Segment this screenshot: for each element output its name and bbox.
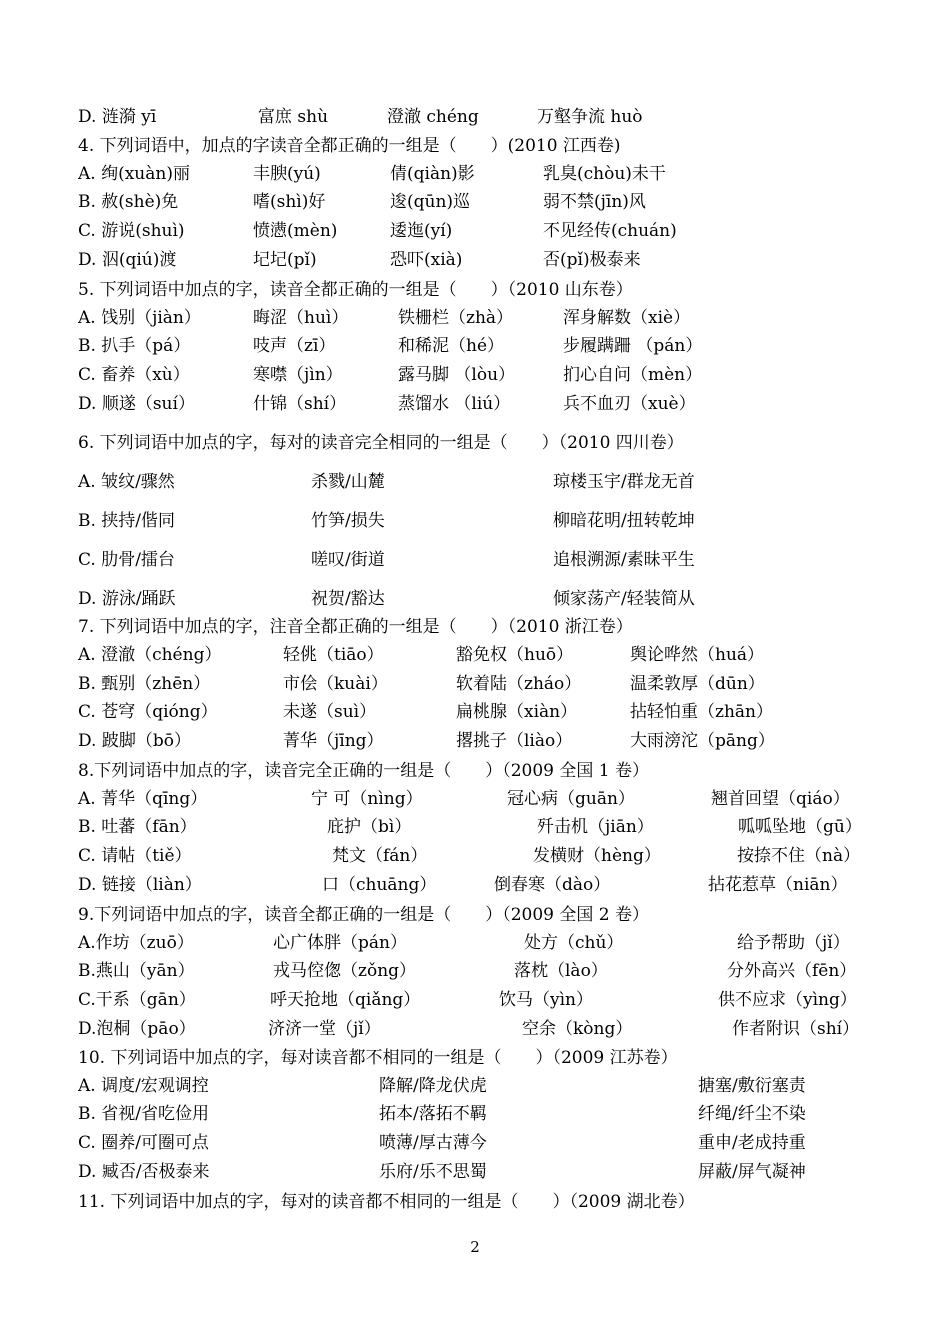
option-cell: 乐府/乐不思蜀 (379, 1162, 487, 1182)
line-text: A.作坊（zuō） (78, 933, 194, 953)
option-cell: 乳臭(chòu)未干 (543, 164, 666, 184)
option-cell: 扁桃腺（xiàn） (456, 702, 578, 722)
question-stem (0, 903, 950, 927)
line-text: B. 省视/省吃俭用 (78, 1104, 210, 1124)
option-cell: 逡(qūn)巡 (390, 192, 471, 212)
option-cell: 按捺不住（nà） (737, 846, 861, 866)
option-cell: 追根溯源/素昧平生 (553, 550, 695, 570)
line-text: D. 臧否/否极泰来 (78, 1162, 210, 1182)
option-cell: 宁 可（nìng） (311, 789, 423, 809)
option-cell: 未遂（suì） (283, 702, 377, 722)
option-cell: 兵不血刃（xuè） (563, 394, 696, 414)
line-text: D.泡桐（pāo） (78, 1019, 196, 1039)
option-cell: 屏蔽/屏气凝神 (698, 1162, 806, 1182)
option-cell: 步履蹒跚 （pán） (563, 336, 703, 356)
option-row (0, 1160, 950, 1184)
line-text: C. 请帖（tiě） (78, 846, 192, 866)
option-cell: 软着陆（zháo） (456, 674, 582, 694)
line-text: D. 链接（liàn） (78, 875, 202, 895)
line-text: A. 调度/宏观调控 (78, 1076, 209, 1096)
option-cell: 浑身解数（xiè） (563, 308, 691, 328)
line-text: D. 泅(qiú)渡 (78, 250, 177, 270)
line-text: 5. 下列词语中加点的字，读音全都正确的一组是（ ）（2010 山东卷） (78, 280, 633, 300)
option-row (0, 1102, 950, 1126)
line-text: B. 吐蕃（fān） (78, 817, 197, 837)
option-cell: 柳暗花明/扭转乾坤 (553, 511, 695, 531)
option-cell: 露马脚 （lòu） (398, 365, 516, 385)
option-cell: 给予帮助（jǐ） (737, 933, 850, 953)
option-cell: 搪塞/敷衍塞责 (698, 1076, 806, 1096)
option-row (0, 548, 950, 572)
option-cell: 心广体胖（pán） (273, 933, 407, 953)
option-row (0, 190, 950, 214)
option-cell: 供不应求（yìng） (718, 990, 857, 1010)
option-cell: 歼击机（jiān） (537, 817, 654, 837)
option-row (0, 1074, 950, 1098)
line-text: 11. 下列词语中加点的字，每对的读音都不相同的一组是（ ）（2009 湖北卷） (78, 1192, 695, 1212)
option-row (0, 587, 950, 611)
option-cell: 撂挑子（liào） (456, 731, 573, 751)
question-stem (0, 134, 950, 158)
line-text: 10. 下列词语中加点的字，每对读音都不相同的一组是（ ）（2009 江苏卷） (78, 1048, 678, 1068)
option-row (0, 219, 950, 243)
line-text: A. 澄澈（chéng） (78, 645, 222, 665)
line-text: C. 圈养/可圈可点 (78, 1133, 209, 1153)
option-row (0, 162, 950, 186)
line-text: D. 游泳/踊跃 (78, 589, 176, 609)
option-row (0, 1131, 950, 1155)
option-cell: 作者附识（shí） (732, 1019, 860, 1039)
option-row (0, 248, 950, 272)
line-text: B.燕山（yān） (78, 961, 195, 981)
line-text: C. 畜养（xù） (78, 365, 190, 385)
line-text: A. 菁华（qīng） (78, 789, 208, 809)
option-cell: 澄澈 chéng (387, 107, 479, 127)
line-text: B. 甄别（zhēn） (78, 674, 211, 694)
option-row (0, 844, 950, 868)
option-cell: 轻佻（tiāo） (283, 645, 384, 665)
option-row (0, 672, 950, 696)
option-cell: 吱声（zī） (253, 336, 336, 356)
question-stem (0, 278, 950, 302)
line-text: D. 跛脚（bō） (78, 731, 191, 751)
option-cell: 铁栅栏（zhà） (398, 308, 514, 328)
option-row (0, 334, 950, 358)
option-cell: 重申/老成持重 (698, 1133, 806, 1153)
question-stem (0, 615, 950, 639)
option-row (0, 470, 950, 494)
option-cell: 纤绳/纤尘不染 (698, 1104, 806, 1124)
line-text: C. 游说(shuì) (78, 221, 185, 241)
line-text: A. 绚(xuàn)丽 (78, 164, 190, 184)
option-cell: 舆论哗然（huá） (630, 645, 765, 665)
option-cell: 嗜(shì)好 (253, 192, 326, 212)
option-cell: 什锦（shí） (253, 394, 347, 414)
line-text: A. 皱纹/骤然 (78, 472, 175, 492)
line-text: 4. 下列词语中，加点的字读音全都正确的一组是（ ）(2010 江西卷) (78, 136, 621, 156)
option-row (0, 105, 950, 129)
option-cell: 发横财（hèng） (533, 846, 661, 866)
option-cell: 喷薄/厚古薄今 (379, 1133, 487, 1153)
question-stem (0, 1046, 950, 1070)
line-text: 8.下列词语中加点的字，读音完全正确的一组是（ ）（2009 全国 1 卷） (78, 761, 650, 781)
option-cell: 逶迤(yí) (390, 221, 453, 241)
option-row (0, 700, 950, 724)
line-text: B. 赦(shè)免 (78, 192, 179, 212)
option-row (0, 959, 950, 983)
option-cell: 温柔敦厚（dūn） (630, 674, 765, 694)
line-text: D. 涟漪 yī (78, 107, 157, 127)
option-cell: 济济一堂（jǐ） (268, 1019, 381, 1039)
option-row (0, 988, 950, 1012)
option-cell: 翘首回望（qiáo） (711, 789, 850, 809)
option-row (0, 363, 950, 387)
option-cell: 空余（kòng） (522, 1019, 633, 1039)
question-stem (0, 759, 950, 783)
option-row (0, 643, 950, 667)
option-cell: 寒噤（jìn） (253, 365, 343, 385)
option-row (0, 392, 950, 416)
option-cell: 梵文（fán） (332, 846, 428, 866)
line-text: D. 顺遂（suí） (78, 394, 195, 414)
option-cell: 呼天抢地（qiǎng） (270, 990, 421, 1010)
option-cell: 扪心自问（mèn） (563, 365, 703, 385)
option-cell: 倾家荡产/轻装简从 (553, 589, 695, 609)
option-cell: 冠心病（guān） (507, 789, 635, 809)
option-cell: 祝贺/豁达 (311, 589, 385, 609)
option-cell: 丰腴(yú) (253, 164, 321, 184)
page-number: 2 (470, 1238, 480, 1256)
line-text: C.干系（gān） (78, 990, 196, 1010)
option-cell: 琼楼玉宇/群龙无首 (553, 472, 695, 492)
line-text: B. 挟持/偕同 (78, 511, 176, 531)
option-row (0, 509, 950, 533)
option-cell: 拈花惹草（niān） (708, 875, 848, 895)
option-cell: 竹笋/损失 (311, 511, 385, 531)
option-cell: 弱不禁(jīn)风 (543, 192, 646, 212)
option-cell: 饮马（yìn） (499, 990, 593, 1010)
question-stem (0, 1190, 950, 1214)
option-cell: 万壑争流 huò (537, 107, 643, 127)
option-cell: 戎马倥偬（zǒng） (273, 961, 417, 981)
question-stem (0, 431, 950, 455)
option-cell: 富庶 shù (258, 107, 329, 127)
option-cell: 和稀泥（hé） (398, 336, 505, 356)
option-cell: 否(pǐ)极泰来 (543, 250, 641, 270)
line-text: C. 苍穹（qióng） (78, 702, 218, 722)
option-cell: 市侩（kuài） (283, 674, 388, 694)
option-row (0, 873, 950, 897)
option-cell: 拈轻怕重（zhān） (630, 702, 773, 722)
option-cell: 处方（chǔ） (524, 933, 624, 953)
option-cell: 口（chuāng） (322, 875, 437, 895)
option-cell: 倩(qiàn)影 (390, 164, 475, 184)
option-cell: 落枕（lào） (514, 961, 608, 981)
option-row (0, 787, 950, 811)
line-text: 9.下列词语中加点的字，读音全都正确的一组是（ ）（2009 全国 2 卷） (78, 905, 650, 925)
option-cell: 杀戮/山麓 (311, 472, 385, 492)
option-cell: 豁免权（huō） (456, 645, 574, 665)
option-row (0, 306, 950, 330)
line-text: A. 饯别（jiàn） (78, 308, 201, 328)
option-cell: 不见经传(chuán) (543, 221, 677, 241)
line-text: B. 扒手（pá） (78, 336, 191, 356)
line-text: 7. 下列词语中加点的字，注音全都正确的一组是（ ）（2010 浙江卷） (78, 617, 633, 637)
option-cell: 分外高兴（fēn） (727, 961, 857, 981)
option-cell: 降解/降龙伏虎 (379, 1076, 487, 1096)
option-row (0, 815, 950, 839)
option-cell: 嗟叹/街道 (311, 550, 385, 570)
option-cell: 庇护（bì） (327, 817, 412, 837)
option-cell: 呱呱坠地（gū） (738, 817, 862, 837)
option-cell: 愤懑(mèn) (253, 221, 338, 241)
option-cell: 拓本/落拓不羁 (379, 1104, 487, 1124)
line-text: C. 肋骨/擂台 (78, 550, 175, 570)
option-cell: 蒸馏水 （liú） (398, 394, 511, 414)
option-row (0, 931, 950, 955)
option-row (0, 729, 950, 753)
option-cell: 菁华（jīng） (283, 731, 384, 751)
option-cell: 圮圮(pǐ) (253, 250, 317, 270)
option-cell: 倒春寒（dào） (494, 875, 611, 895)
option-cell: 晦涩（huì） (253, 308, 349, 328)
line-text: 6. 下列词语中加点的字，每对的读音完全相同的一组是（ ）（2010 四川卷） (78, 433, 684, 453)
option-cell: 大雨滂沱（pāng） (630, 731, 775, 751)
option-row (0, 1017, 950, 1041)
option-cell: 恐吓(xià) (390, 250, 463, 270)
